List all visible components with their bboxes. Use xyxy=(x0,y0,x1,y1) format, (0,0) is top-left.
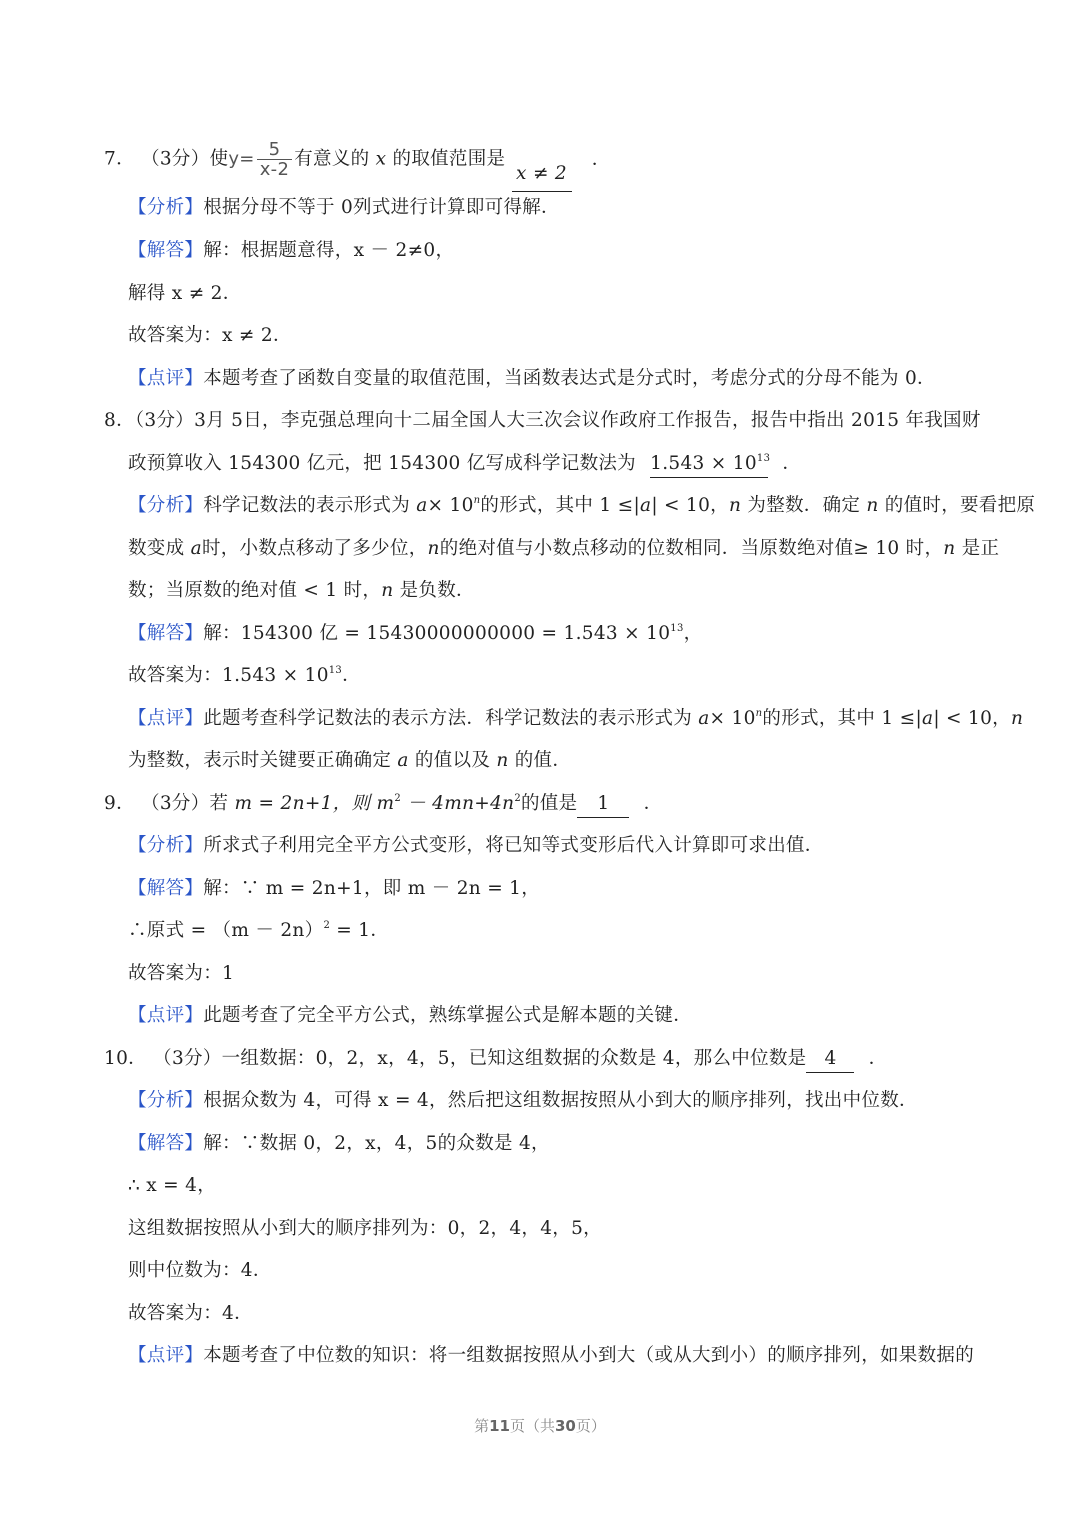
q9-step1-text: ∴原式 = （m － 2n） xyxy=(128,920,324,941)
q8-r2-end: 的值． xyxy=(514,750,572,771)
q9-step1-exp: 2 xyxy=(323,920,331,931)
q7-score: （3分） xyxy=(141,148,210,170)
q8-solution-text: 解：154300 亿 = 15430000000000 = 1.543 × 10 xyxy=(203,623,671,644)
q8-solution xyxy=(128,619,702,649)
q9-exp1: 2 xyxy=(394,793,401,804)
q9-analysis xyxy=(128,831,824,861)
q10-solution-tag: 【解答】 xyxy=(128,1133,204,1154)
q9-review xyxy=(128,1001,692,1031)
q10-review-text: 本题考查了中位数的知识：将一组数据按照从小到大（或从大到小）的顺序排列，如果数据的 xyxy=(203,1345,975,1366)
q8-r1-a: a xyxy=(698,708,710,729)
q8-number: 8． xyxy=(104,410,135,431)
q8-r1-post2: | < 10， xyxy=(933,708,1011,729)
q8-answer-blank xyxy=(650,451,771,478)
q7-formula-y: y= xyxy=(228,148,255,170)
q7-analysis-tag: 【分析】 xyxy=(128,197,204,218)
q8-stem-2: 政预算收入 154300 亿元，把 154300 亿写成科学记数法为 xyxy=(128,453,636,474)
q7-formula-numerator: 5 xyxy=(257,140,293,160)
q8-a2-n2: n xyxy=(943,538,956,559)
q8-analysis-line-1 xyxy=(128,491,1035,521)
q10-solution xyxy=(128,1129,550,1159)
q7-answer-blank: x ≠ 2 xyxy=(512,167,572,192)
footer-post: 页） xyxy=(575,1417,606,1435)
q8-a1-n: n xyxy=(473,495,481,506)
q8-a1-abs: a xyxy=(640,495,652,516)
q8-review-line-2 xyxy=(128,746,571,776)
q7-step-1: 解得 x ≠ 2． xyxy=(128,283,242,304)
q8-analysis-line-2 xyxy=(128,534,999,564)
q8-a3-pre: 数；当原数的绝对值 < 1 时， xyxy=(128,580,382,601)
q7-review xyxy=(128,364,936,394)
q7-var-x: x xyxy=(375,148,387,170)
q10-step-2: 这组数据按照从小到大的顺序排列为：0，2，4，4，5， xyxy=(128,1218,602,1239)
q8-answer-base: 1.543 × 10 xyxy=(650,453,757,474)
q8-r2-mid: 的值以及 xyxy=(414,750,491,771)
q8-a1-post3: 为整数．确定 xyxy=(747,495,861,516)
q9-solution-text: 解：∵ m = 2n+1，即 m － 2n = 1， xyxy=(203,878,541,899)
q8-r2-a: a xyxy=(397,750,409,771)
q8-solution-exp: 13 xyxy=(670,623,684,634)
q10-end: ． xyxy=(868,1048,888,1069)
q8-end: ． xyxy=(782,453,802,474)
q7-solution xyxy=(128,236,454,266)
q10-answer-blank: 4 xyxy=(806,1046,854,1073)
q9-solution-tag: 【解答】 xyxy=(128,878,204,899)
q7-tail: 的取值范围是 xyxy=(392,148,506,170)
q8-stem-line-2 xyxy=(128,449,801,479)
q8-stem-1: （3分）3月 5日，李克强总理向十二届全国人大三次会议作政府工作报告，报告中指出 2015 年我国财 xyxy=(134,410,981,431)
q7-final-answer: 故答案为：x ≠ 2． xyxy=(128,325,292,346)
q8-a1-n2: n xyxy=(728,495,742,516)
q7-analysis xyxy=(128,193,560,223)
footer-pre: 第 xyxy=(474,1417,490,1435)
q9-number: 9． xyxy=(104,793,135,814)
q8-a1-pre: 科学记数法的表示形式为 xyxy=(203,495,411,516)
q10-final-answer: 故答案为：4． xyxy=(128,1303,253,1324)
q8-a2-mid2: 的绝对值与小数点移动的位数相同．当原数绝对值≥ 10 时， xyxy=(439,538,944,559)
q8-solution-end: ， xyxy=(683,623,703,644)
q9-solution xyxy=(128,874,540,904)
q8-stem-line-1 xyxy=(104,406,981,436)
q9-exp2: 2 xyxy=(514,793,522,804)
q10-stem xyxy=(104,1044,887,1074)
q10-review-tag: 【点评】 xyxy=(128,1345,204,1366)
q8-a1-post2: | < 10， xyxy=(651,495,729,516)
q7-solution-text: 解：根据题意得，x － 2≠0， xyxy=(203,240,455,261)
footer-mid: 页（共 xyxy=(509,1417,555,1435)
q8-a1-post4: 的值时，要看把原 xyxy=(884,495,1036,516)
q8-r1-times: × 10 xyxy=(709,708,756,729)
q8-answer-exponent: 13 xyxy=(756,453,771,464)
q10-review xyxy=(128,1341,974,1371)
q7-mid: 有意义的 xyxy=(294,148,370,170)
q7-review-text: 本题考查了函数自变量的取值范围，当函数表达式是分式时，考虑分式的分母不能为 0． xyxy=(203,368,936,389)
q8-a2-n: n xyxy=(427,538,440,559)
q10-number: 10． xyxy=(104,1048,147,1069)
q10-analysis-tag: 【分析】 xyxy=(128,1090,204,1111)
q8-analysis-line-3 xyxy=(128,576,475,606)
q9-eq2: － 4mn+4n xyxy=(401,793,515,814)
q7-formula-denominator: x-2 xyxy=(259,159,290,180)
q8-r1-abs: a xyxy=(922,708,934,729)
q8-a2-mid: 时，小数点移动了多少位， xyxy=(201,538,428,559)
q10-analysis-text: 根据众数为 4，可得 x = 4，然后把这组数据按照从小到大的顺序排列，找出中位数． xyxy=(203,1090,918,1111)
q7-end: ． xyxy=(591,148,611,170)
q9-step-1 xyxy=(128,916,389,946)
q8-final-end: ． xyxy=(342,665,361,686)
q9-review-tag: 【点评】 xyxy=(128,1005,204,1026)
q8-review-tag: 【点评】 xyxy=(128,708,204,729)
q7-review-tag: 【点评】 xyxy=(128,368,204,389)
q8-a3-end: 是负数． xyxy=(399,580,475,601)
q9-tail: 的值是 xyxy=(521,793,578,814)
q8-r1-post: 的形式，其中 1 ≤| xyxy=(762,708,922,729)
q8-review-line-1 xyxy=(128,704,1023,734)
q9-end: ． xyxy=(643,793,663,814)
q8-a1-n3: n xyxy=(866,495,879,516)
q9-answer-blank: 1 xyxy=(577,791,629,818)
q8-final-exp: 13 xyxy=(328,665,343,676)
q8-a2-end: 是正 xyxy=(961,538,1000,559)
q8-final-answer xyxy=(128,661,361,691)
q9-step1-end: = 1． xyxy=(330,920,390,941)
q8-solution-tag: 【解答】 xyxy=(128,623,204,644)
q7-number: 7． xyxy=(104,148,135,170)
q9-analysis-tag: 【分析】 xyxy=(128,835,204,856)
q8-a2-a: a xyxy=(190,538,202,559)
q8-r2-pre: 为整数，表示时关键要正确确定 xyxy=(128,750,392,771)
q9-equation: m = 2n+1，则 m xyxy=(234,793,395,814)
q9-stem xyxy=(104,789,662,819)
q7-stem xyxy=(104,139,611,184)
q8-final-text: 故答案为：1.543 × 10 xyxy=(128,665,329,686)
q8-a1-times: × 10 xyxy=(427,495,474,516)
q8-r1-pre: 此题考查科学记数法的表示方法．科学记数法的表示形式为 xyxy=(203,708,693,729)
q9-final-answer: 故答案为：1 xyxy=(128,963,235,984)
q9-review-text: 此题考查了完全平方公式，熟练掌握公式是解本题的关键． xyxy=(203,1005,693,1026)
q9-score: （3分）若 xyxy=(141,793,229,814)
page-total: 30 xyxy=(555,1417,576,1435)
page-number: 11 xyxy=(489,1417,510,1435)
q8-r1-n: n xyxy=(755,708,763,719)
q8-a2-pre: 数变成 xyxy=(128,538,185,559)
q10-solution-text: 解：∵数据 0，2，x，4，5的众数是 4， xyxy=(203,1133,550,1154)
q7-analysis-text: 根据分母不等于 0列式进行计算即可得解． xyxy=(203,197,560,218)
q8-r2-n: n xyxy=(496,750,509,771)
q7-solution-tag: 【解答】 xyxy=(128,240,204,261)
page-footer xyxy=(0,1415,1080,1436)
q10-step-3: 则中位数为：4． xyxy=(128,1260,272,1281)
q10-analysis xyxy=(128,1086,918,1116)
q8-a3-n: n xyxy=(381,580,394,601)
q8-a1-post: 的形式，其中 1 ≤| xyxy=(480,495,640,516)
q7-formula-fraction xyxy=(257,140,293,179)
q9-analysis-text: 所求式子利用完全平方公式变形，将已知等式变形后代入计算即可求出值． xyxy=(203,835,824,856)
q10-step-1: ∴ x = 4， xyxy=(128,1175,217,1196)
q10-stem-text: （3分）一组数据：0，2，x，4，5，已知这组数据的众数是 4，那么中位数是 xyxy=(153,1048,807,1069)
q8-analysis-tag: 【分析】 xyxy=(128,495,204,516)
q8-r1-n2: n xyxy=(1010,708,1024,729)
q7-lead: 使 xyxy=(209,148,229,170)
q8-a1-a: a xyxy=(416,495,428,516)
